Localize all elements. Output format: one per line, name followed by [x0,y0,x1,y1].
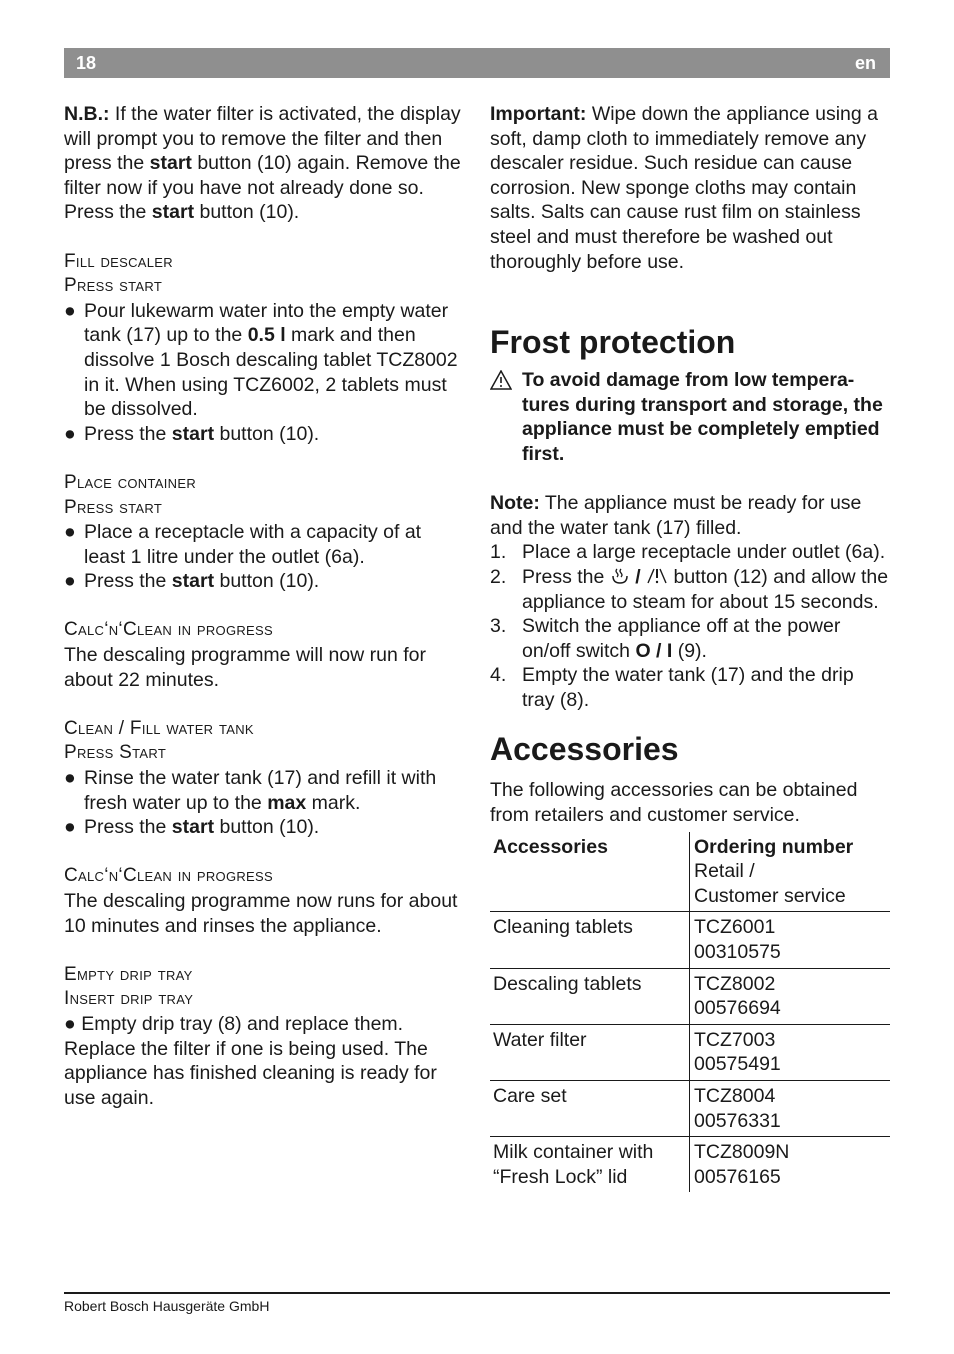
display-clean-fill: Clean / Fill water tank [64,717,254,739]
footer-divider [64,1292,890,1294]
footer-company: Robert Bosch Hausgeräte GmbH [64,1298,270,1314]
bullet-text: Place a receptacle with a capacity of at least 1 litre under the outlet (6a). [84,521,422,568]
bullet-icon: ● [64,767,76,790]
header-text: Accessories [493,835,608,858]
bullet-text: Empty drip tray (8) and replace them. [81,1012,404,1035]
display-press-start-3: Press Start [64,742,167,764]
step-text: Empty the water tank (17) and the drip tray (8). [522,664,854,711]
nb-text-1: If the water filter is activated, the display will prompt you to remove the filter and then press the [64,103,461,175]
step-text: (9). [672,639,707,662]
important-label: Important: [490,103,587,125]
header-subtext: Customer service [694,884,846,907]
list-item [64,1012,464,1037]
accessory-name: Water filter [493,1028,587,1051]
note-label: Note: [490,492,540,515]
bullet-icon: ● [64,1012,76,1035]
service-number: 00576165 [694,1165,781,1188]
bullet-text: Press the [84,422,172,445]
ordering-cell [690,968,891,1024]
bullet-bold: start [171,570,215,593]
important-paragraph [490,102,890,274]
bullet-icon: ● [64,299,76,322]
bullet-icon: ● [64,422,76,445]
list-item [64,815,464,840]
retail-number: TCZ7003 [694,1028,776,1051]
important-text: Wipe down the appliance using a soft, damp cloth to immediately remove any descaler residue. Such residue can cause corrosion. New sponge cloths may contain salts. Salts can cause rust film on stainless steel and must therefore be washed out thoroughly before use. [490,103,879,273]
accessory-name: Milk container with “Fresh Lock” lid [493,1141,654,1188]
accessories-intro: The following accessories can be obtained from retailers and customer service. [490,779,858,827]
retail-number: TCZ8004 [694,1085,776,1107]
list-item [64,422,464,447]
power-switch-symbol: O / I [635,639,673,662]
accessories-title: Accessories [490,731,679,768]
bullet-bold: start [171,422,215,445]
retail-number: TCZ6001 [694,916,776,939]
bullet-text: Press the [84,570,172,593]
ordering-cell [690,912,891,968]
table-header-ordering [690,832,891,912]
table-header-accessories [490,832,690,912]
step-text: button (12) and allow the appliance to steam for about 15 seconds. [522,565,889,613]
frost-protection-title: Frost protection [490,324,736,361]
nb-text-2: button (10) again. Remove the filter now if you have not already done so. Press the [64,152,461,224]
display-place-container: Place container [64,471,197,493]
table-row [490,1024,890,1080]
display-fill-descaler: Fill descaler [64,250,173,272]
bullet-bold: start [171,816,215,839]
retail-number: TCZ8002 [694,972,776,995]
nb-paragraph [64,102,464,225]
list-item [64,520,464,569]
accessories-table [490,832,890,1193]
bullet-text: button (10). [214,570,320,593]
bullet-text: Rinse the water tank (17) and refill it with fresh water up to the [84,767,437,814]
steam-icon [610,567,630,585]
table-row [490,1137,890,1193]
language-code: en [854,53,876,73]
list-item [490,614,890,663]
retail-number: TCZ8009N [694,1141,790,1164]
right-column [490,102,890,1192]
bullet-text: button (10). [214,816,320,839]
hot-water-warning-icon [646,567,668,585]
ordering-cell [690,1137,891,1193]
table-row [490,1081,890,1137]
bullet-icon: ● [64,521,76,544]
warning-paragraph [490,368,890,466]
step-number: 4. [490,664,507,687]
table-header-row [490,832,890,912]
nb-label: N.B.: [64,103,110,125]
frost-steps [490,540,890,712]
accessory-name: Descaling tablets [493,972,642,995]
step-number: 2. [490,565,507,588]
display-empty-drip: Empty drip tray [64,963,193,985]
header-bar [64,48,890,78]
header-text: Ordering number [694,835,854,858]
step-text: Place a large receptacle under outlet (6a). [522,541,886,564]
ordering-cell [690,1081,891,1137]
note-text: The appliance must be ready for use and the water tank (17) filled. [490,492,862,539]
nb-start-2: start [151,201,195,224]
bullet-text: mark. [306,791,361,814]
list-item [490,540,890,565]
accessory-name: Cleaning tablets [493,916,633,939]
step-text: Press the [522,565,610,588]
step-number: 3. [490,615,507,638]
list-item [64,569,464,594]
bullet-text: mark and then dissolve 1 Bosch descaling tablet TCZ8002 in it. When using TCZ6002, 2 tablets must be dissolved. [84,324,458,421]
bullet-icon: ● [64,816,76,839]
calc2-text: The descaling programme now runs for about 10 minutes and rinses the appliance. [64,890,458,937]
display-insert-drip: Insert drip tray [64,988,194,1010]
service-number: 00310575 [694,941,781,964]
service-number: 00576331 [694,1109,781,1132]
bullet-bold: max [267,791,307,814]
list-item [64,766,464,815]
display-press-start-2: Press start [64,496,163,518]
final-text: Replace the filter if one is being used. The appliance has finished cleaning is ready for use again. [64,1037,437,1109]
display-press-start-1: Press start [64,275,163,297]
left-column [64,102,464,1110]
bullet-text: Pour lukewarm water into the empty water tank (17) up to the [84,299,449,347]
warning-text: To avoid damage from low tempera-tures during transport and storage, the appliance must be completely emptied first. [522,369,883,465]
service-number: 00575491 [694,1053,781,1076]
note-paragraph [490,491,890,540]
list-item [64,299,464,422]
service-number: 00576694 [694,997,781,1020]
step-text: Switch the appliance off at the power on/off switch [522,615,841,662]
display-calc-clean-2: Calc‘n‘Clean in progress [64,865,273,887]
list-item [490,565,890,614]
nb-text-3: button (10). [194,201,300,224]
bullet-text: Press the [84,816,172,839]
step-number: 1. [490,541,507,564]
nb-start-1: start [149,152,192,175]
ordering-cell [690,1024,891,1080]
display-calc-clean-1: Calc‘n‘Clean in progress [64,619,273,641]
warning-triangle-icon [490,370,512,397]
steam-button-symbol: / [610,566,668,588]
calc1-text: The descaling programme will now run for about 22 minutes. [64,644,426,691]
bullet-bold: 0.5 l [247,324,286,347]
page-number: 18 [76,53,97,73]
bullet-icon: ● [64,570,76,593]
bullet-text: button (10). [214,422,320,445]
list-item [490,663,890,712]
table-row [490,968,890,1024]
table-row [490,912,890,968]
header-subtext: Retail / [694,860,755,883]
accessory-name: Care set [493,1085,567,1107]
